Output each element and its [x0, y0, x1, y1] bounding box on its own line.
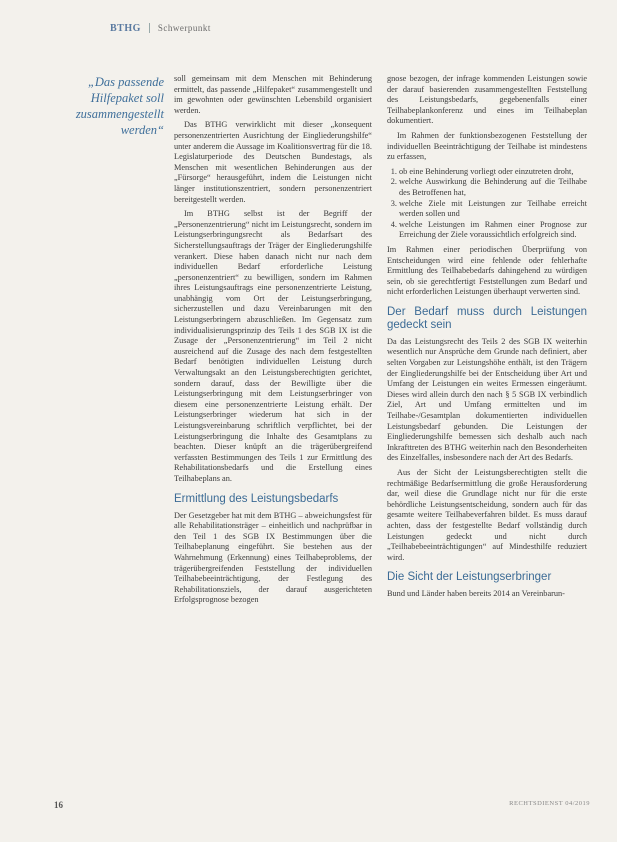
list-item: 2. welche Auswirkung die Behinderung auf die Teilhabe des Betroffenen hat, [399, 177, 587, 198]
list-item: 3. welche Ziele mit Leistungen zur Teilhabe erreicht werden sollen und [399, 199, 587, 220]
page-number: 16 [54, 800, 63, 810]
section-heading-bedarf: Der Bedarf muss durch Leistungen gedeckt sein [387, 305, 587, 331]
list-item: 1. ob eine Behinderung vorliegt oder einzutreten droht, [399, 167, 587, 178]
header-divider [149, 23, 150, 33]
page-footer [54, 800, 590, 812]
paragraph: Im Rahmen einer periodischen Überprüfung von Entscheidungen wird eine fehlende oder fehlerhafte Ermittlung des Teilhabebedarfs dahingehend zu würdigen sein, ob sie gerechtfertigt Feststellungen zum Bedarf und nicht erforderlichen Leistungen überhaupt verwerten sind. [387, 244, 587, 297]
header-section: Schwerpunkt [157, 23, 211, 33]
page-header [110, 20, 590, 36]
paragraph: Im Rahmen der funktionsbezogenen Feststellung der individuellen Beeinträchtigung der Teilhabe ist mindestens zu erfassen, [387, 130, 587, 162]
section-heading-sicht: Die Sicht der Leistungserbringer [387, 571, 552, 584]
text-column-left [174, 74, 372, 610]
text-column-right [387, 74, 587, 604]
paragraph: Im BTHG selbst ist der Begriff der „Personenzentrierung“ nicht im Leistungsrecht, sondern im Leistungserbringungsrecht als Bedarfsart des Sicherstellungsauftrags der Träger der Eingliederungshilfe verankert. Diese haben danach nicht nur nach dem individuellen Bedarf erforderliche Leistung „personenzentriert“ zu bewilligen, sondern im Rahmen ihres Leistungsauftrags eine personenzentrierte Leistung, unabhängig vom Ort der Leistungserbringung, sicherzustellen und dazu Vereinbarungen mit den Leistungserbringern abzuschließen. Im Gegensatz zum individualisierungsprinzip des Teils 1 des SGB IX ist die Zusage der „Personenzentrierung“ im Teil 2 nicht ausreichend auf die Zusage des nach dem festgestellten Bedarf benötigten individuellen Leistung durch Verwaltungsakt an den Leistungsberechtigten gerichtet, sondern darauf, dass der Bewilligte über die Leistungserbringung mit dem Leistungserbringer von diesem eine personenzentrierte Leistung erhält. Der Leistungserbringer wiederum hat sich in der Leistungsvereinbarung schriftlich verpflichtet, bei der Leistungserbringung die Inhalte des Gesamtplans zu beachten. Dieser knüpft an die trägerübergreifend verfassten Bestimmungen des Teils 1 zur Ermittlung des Rehabilitationsbedarfs und die Erstellung eines Teilhabeplans an. [174, 209, 372, 483]
header-brand: BTHG [110, 22, 141, 34]
section-heading-ermittlung: Ermittlung des Leistungsbedarfs [174, 492, 339, 505]
paragraph: gnose bezogen, der infrage kommenden Leistungen sowie der darauf basierenden zusammengestellten Feststellung des Leistungsbedarfs, gegebenenfalls einer Teilhabeplankonferenz und eines im Teilhabeplan dokumentiert. [387, 74, 587, 126]
pull-quote: „Das passende Hilfepaket soll zusammengestellt werden“ [75, 75, 164, 137]
paragraph: Das BTHG verwirklicht mit dieser „konsequent personenzentrierten Ausrichtung der Eingliederungshilfe“ unter anderem die Aussage im Koalitionsvertrag für die 18. Legislaturperiode des Deutschen Bundestags, als Menschen mit wesentlichen Behinderungen aus der „Fürsorge“ herausgeführt, indem die Leistungen nicht länger institutionszentriert, sondern personenzentriert bereitgestellt werden. [174, 120, 372, 204]
paragraph: Der Gesetzgeber hat mit dem BTHG – abweichungsfest für alle Rehabilitationsträger – einheitlich und nachprüfbar in den Teil 1 des SGB IX Bestimmungen über die Teilhabeplanung eingeführt. Sie bestehen aus der Wahrnehmung (Erkennung) eines Teilhabeproblems, der trägerübergreifenden Feststellung der individuellen Teilhabebeeinträchtigung, der Festlegung des Rehabilitationsziels, der darauf ausgerichteten Erfolgsprognose bezogen [174, 510, 372, 605]
paragraph: soll gemeinsam mit dem Menschen mit Behinderung ermittelt, das passende „Hilfepaket“ zusammengestellt und im gewohnten oder gewünschten Lebensbild organisiert werden. [174, 74, 372, 115]
paragraph: Da das Leistungsrecht des Teils 2 des SGB IX weiterhin wesentlich nur Ansprüche dem Grunde nach definiert, aber selten Vorgaben zur Leistungshöhe enthält, ist den Trägern der Eingliederungshilfe bei der Entscheidung über Art und Umfang der Leistungen ein weites Ermessen eingeräumt. Dieses wird allein durch den nach § 5 SGB IX verbindlich Ziel, Art und Umfang ermittelten und im Teilhabe-/Gesamtplan dokumentierten individuellen Leistungsbedarf gebunden. Die Leistungen der Eingliederungshilfe bemessen sich deshalb auch nach Inkrafttreten des BTHG weiterhin nach den Besonderheiten des Einzelfalles, insbesondere nach der Art des Bedarfs. [387, 336, 587, 463]
issue-label: RECHTSDIENST 04/2019 [509, 800, 590, 807]
paragraph: Bund und Länder haben bereits 2014 an Vereinbarun- [387, 589, 565, 599]
criteria-list [387, 167, 587, 241]
list-item: 4. welche Leistungen im Rahmen einer Prognose zur Erreichung der Ziele voraussichtlich erfolgreich sind. [399, 220, 587, 241]
paragraph: Aus der Sicht der Leistungsberechtigten stellt die rechtmäßige Bedarfsermittlung die große Herausforderung dar, weil diese die Grundlage nicht nur für die erste behördliche Leistungsentscheidung, sondern auch für das gesamte weitere Teilhabeverfahren bildet. Es muss darauf achten, dass der festgestellte Bedarf vollständig durch Leistungen gedeckt und nicht durch „Teilhabebeeinträchtigungen“ auf Mindesthilfe reduziert wird. [387, 468, 587, 562]
